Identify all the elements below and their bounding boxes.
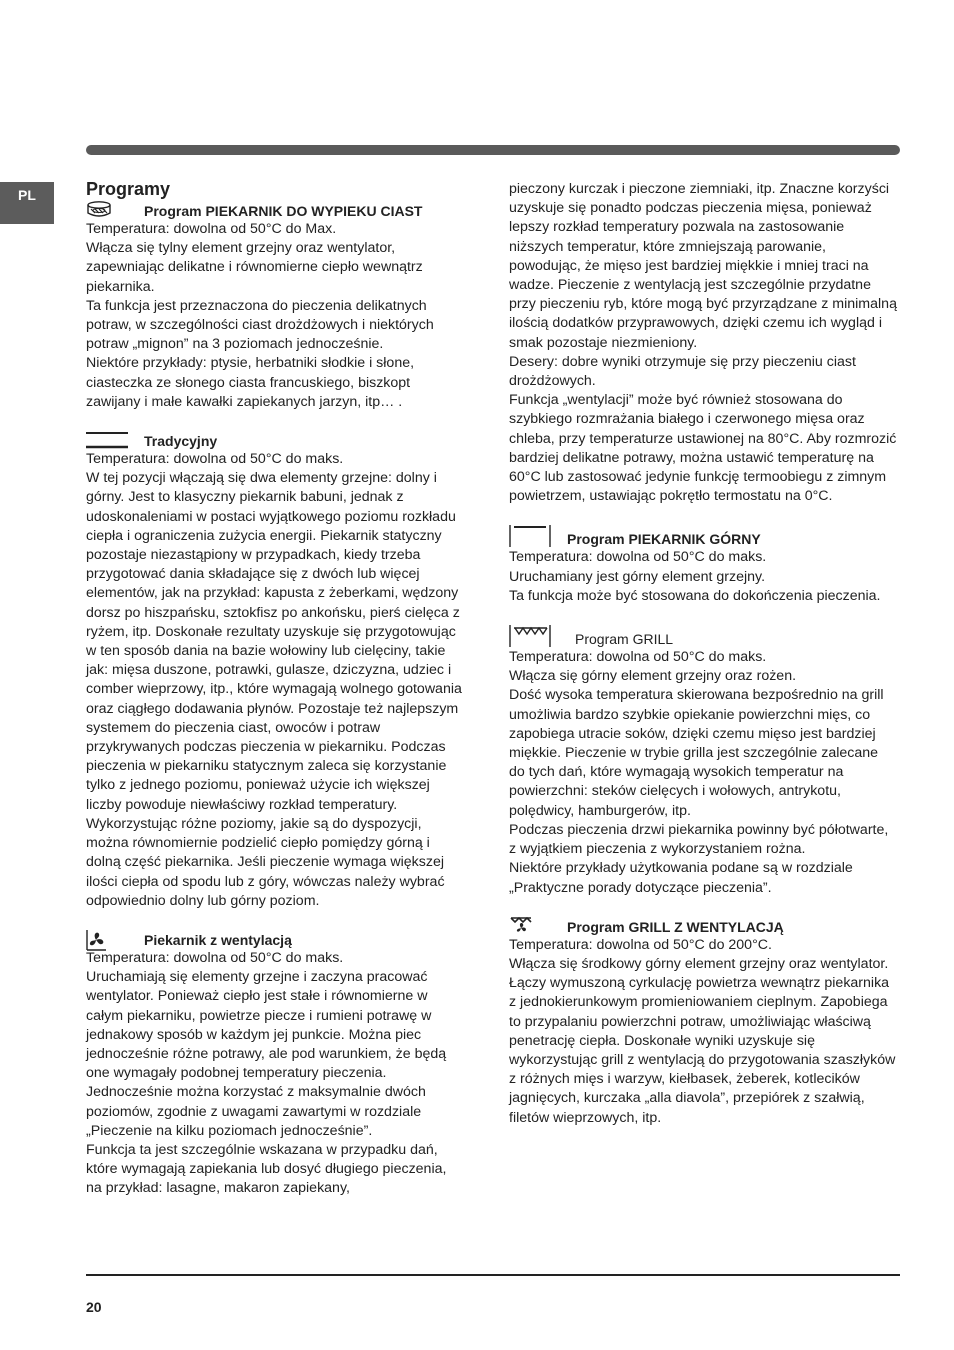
page-number: 20 bbox=[86, 1299, 102, 1315]
paragraph: Włącza się górny element grzejny oraz rożen. bbox=[509, 668, 797, 685]
section-title: Program PIEKARNIK GÓRNY bbox=[567, 531, 761, 548]
section-title: Tradycyjny bbox=[144, 433, 218, 450]
section-fan-grill bbox=[509, 916, 897, 1128]
paragraph: Funkcja ta jest szczególnie wskazana w przypadku dań, które wymagają zapiekania lub dosyć długiego pieczenia, na przykład: lasagne, makaron zapiekany, bbox=[86, 1141, 447, 1197]
left-column bbox=[86, 178, 466, 1199]
right-column bbox=[509, 180, 897, 1128]
paragraph: Uruchamiają się elementy grzejne i zaczyna pracować wentylator. Ponieważ ciepło jest stałe i równomierne w całym piekarniku, powietrze piecze i rumieni potrawę w jednakowy sposób w każdym jej punkcie. Można piec jednocześnie różne potrawy, ale pod warunkiem, że będą one wymagały podobnej temperatury pieczenia. Jednocześnie można korzystać z maksymalnie dwóch poziomów, zgodnie z uwagami zawartymi w rozdziale „Pieczenie na kilku poziomach jednocześnie”. bbox=[86, 969, 447, 1139]
section-title: Program GRILL Z WENTYLACJĄ bbox=[567, 918, 784, 935]
cake-oven-icon bbox=[86, 200, 144, 220]
paragraph: Dość wysoka temperatura skierowana bezpośrednio na grill umożliwia bardzo szybkie opiekanie powierzchni mięs, co zapobiega utracie soków, dzięki czemu mięso jest bardziej miękkie. Pieczenie w trybie grilla jest szczególnie zalecane do tych dań, które wymagają wysokich temperatur na powierzchni: steków cielęcych i wołowych, antrykotu, polędwicy, hamburgerów, itp. bbox=[509, 687, 884, 819]
fan-oven-icon bbox=[86, 929, 144, 949]
paragraph: Niektóre przykłady: ptysie, herbatniki słodkie i słone, ciasteczka ze słonego ciasta francuskiego, biszkopt zawijany i małe kawałki zapiekanych jarzyn, itp… . bbox=[86, 355, 415, 410]
top-bottom-heat-icon bbox=[86, 430, 144, 450]
paragraph: Funkcja „wentylacji” może być również stosowana do szybkiego rozmrażania białego i czerwonego mięsa oraz chleba, przy temperaturze ustawionej na 80°C. Aby rozmrozić bardziej delikatne potrawy, można ustawić temperaturę na 60°C lub zastosować jedynie funkcję termoobiegu z zimnym powietrzem, ustawiając pokrętło termostatu na 0°C. bbox=[509, 392, 897, 505]
top-heat-icon bbox=[509, 524, 567, 548]
paragraph: pieczony kurczak i pieczone ziemniaki, itp. Znaczne korzyści uzyskuje się ponadto podczas pieczenia mięsa, ponieważ lepszy rozkład temperatury pozwala na zastosowanie niższych temperatur, które zmniejszają parowanie, powodując, że mięso jest bardziej miękkie i mniej traci na wadze. Pieczenie z wentylacją jest szczególnie przydatne przy pieczeniu ryb, które mogą być przyrządzane z minimalną ilością dodatków przyprawowych, dzięki czemu ich wygląd i smak pozostaje niezmieniony. bbox=[509, 181, 897, 351]
section-fan-oven-continued bbox=[509, 180, 897, 506]
paragraph: Niektóre przykłady użytkowania podane są w rozdziale „Praktyczne porady dotyczące pieczenia”. bbox=[509, 860, 853, 896]
section-title: Piekarnik z wentylacją bbox=[144, 931, 292, 948]
paragraph: Podczas pieczenia drzwi piekarnika powinny być półotwarte, z wyjątkiem pieczenia z wykorzystaniem rożna. bbox=[509, 821, 889, 858]
paragraph: W tej pozycji włączają się dwa elementy grzejne: dolny i górny. Jest to klasyczny piekarnik babuni, jednak z udoskonaleniami w postaci wyjątkowego poziomu rozkładu ciepła i ograniczenia zużycia energii. Piekarnik statyczny pozostaje niezastąpiony w przypadkach, kiedy trzeba przygotować dania składające się z dwóch lub więcej elementów, jak na przykład: kapusta z żeberkami, wędzony dorsz po hiszpańsku, sztokfisz po ankońsku, pierś cielęca z ryżem, itp. Doskonałe rezultaty uzyskuje się przygotowując w ten sposób dania na bazie wołowiny lub cielęciny, takie jak: mięsa duszone, potrawki, gulasze, dziczyzna, udziec i comber wieprzowy, itp., które wymagają wolnego gotowania oraz ciągłego dodawania płynów. Pozostaje też najlepszym systemem do pieczenia ciast, owoców i potraw przykrywanych podczas pieczenia w piekarniku. Podczas pieczenia w piekarniku statycznym zaleca się korzystanie tylko z jednego poziomu, ponieważ użycie ich większej liczby powoduje niewłaściwy rozkład temperatury. Wykorzystując różne poziomy, jakie są do dyspozycji, można równomiernie podzielić ciepło pomiędzy górną i dolną część piekarnika. Jeśli pieczenie wymaga większej ilości ciepła od spodu lub z góry, wówczas należy wybrać odpowiednio dolny lub górny poziom. bbox=[86, 470, 462, 909]
paragraph: Temperatura: dowolna od 50°C do maks. bbox=[509, 649, 767, 666]
paragraph: Temperatura: dowolna od 50°C do maks. bbox=[86, 451, 344, 468]
grill-icon bbox=[509, 624, 575, 648]
language-tab: PL bbox=[0, 182, 54, 224]
paragraph: Temperatura: dowolna od 50°C do 200°C. bbox=[509, 936, 772, 953]
footer-rule bbox=[86, 1274, 900, 1276]
section-grill bbox=[509, 624, 897, 898]
section-fan-oven bbox=[86, 929, 466, 1199]
paragraph: Ta funkcja jest przeznaczona do pieczenia delikatnych potraw, w szczególności ciast drożdżowych i niektórych potraw „mignon” na 3 poziomach jednocześnie. bbox=[86, 297, 434, 353]
section-top-heat bbox=[509, 524, 897, 606]
paragraph: Włącza się środkowy górny element grzejny oraz wentylator. Łączy wymuszoną cyrkulację powietrza wewnątrz piekarnika z jednokierunkowym promieniowaniem cieplnym. Zapobiega to przypalaniu powierzchni potraw, umożliwiając właściwą penetrację ciepła. Doskonałe wyniki uzyskuje się wykorzystując grill z wentylacją do przygotowania szaszłyków z różnych mięs i warzyw, kiełbasek, żeberek, kotlecików jagnięcych, kurczaka „alla diavola”, przepiórek z szałwią, filetów wieprzowych, itp. bbox=[509, 955, 896, 1126]
section-cake-oven bbox=[86, 200, 466, 412]
paragraph: Temperatura: dowolna od 50°C do maks. bbox=[509, 549, 767, 566]
page-title: Programy bbox=[86, 179, 171, 199]
fan-grill-icon bbox=[509, 916, 567, 936]
header-rule bbox=[86, 145, 900, 155]
section-title: Program GRILL bbox=[575, 631, 674, 648]
paragraph: Desery: dobre wyniki otrzymuje się przy pieczeniu ciast drożdżowych. bbox=[509, 353, 856, 390]
section-traditional bbox=[86, 430, 466, 911]
paragraph: Temperatura: dowolna od 50°C do Max. bbox=[86, 221, 337, 237]
paragraph: Włącza się tylny element grzejny oraz wentylator, zapewniając delikatne i równomierne ciepło wewnątrz piekarnika. bbox=[86, 240, 423, 295]
paragraph: Uruchamiany jest górny element grzejny. bbox=[509, 568, 766, 585]
paragraph: Temperatura: dowolna od 50°C do maks. bbox=[86, 949, 344, 966]
section-title: Program PIEKARNIK DO WYPIEKU CIAST bbox=[144, 203, 423, 219]
paragraph: Ta funkcja może być stosowana do dokończenia pieczenia. bbox=[509, 587, 881, 604]
